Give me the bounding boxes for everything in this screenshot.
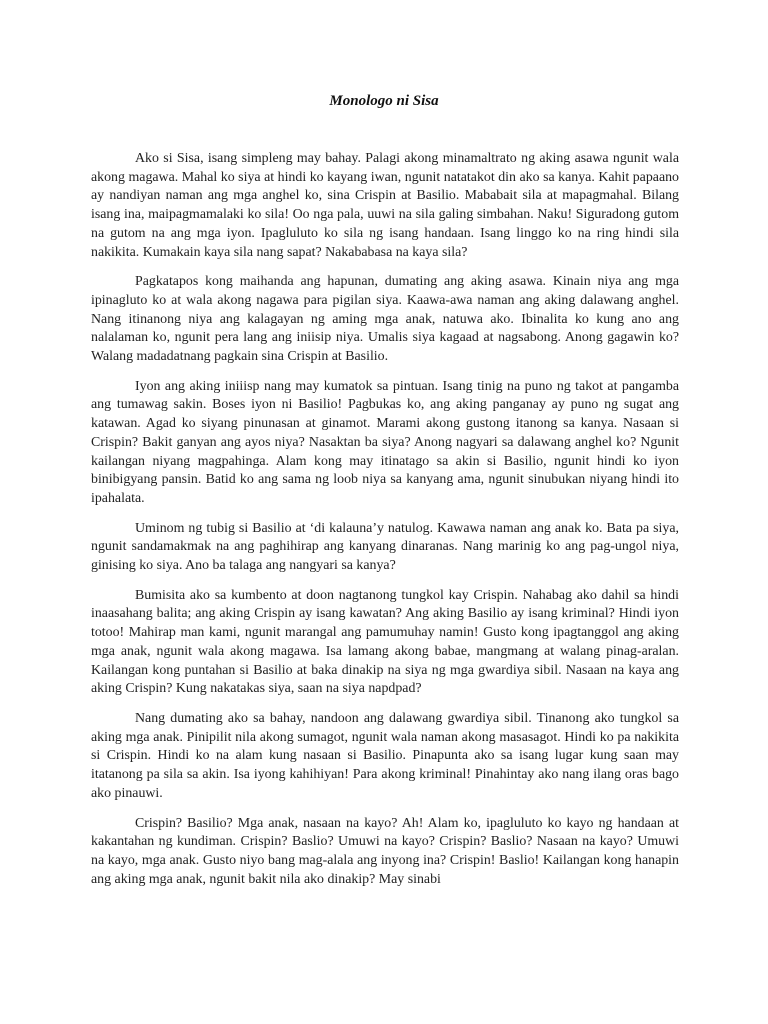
document-body: [91, 150, 679, 900]
document-title: Monologo ni Sisa: [329, 93, 439, 109]
paragraph-6: Nang dumating ako sa bahay, nandoon ang dalawang gwardiya sibil. Tinanong ako tungkol sa aking mga anak. Pinipilit nila akong sumagot, ngunit wala naman akong masasagot. Hindi ko pa nakikita si Crispin. Hindi ko na alam kung nasaan si Basilio. Pinapunta ako sa isang lugar kung saan may itatanong pa sila sa akin. Isa iyong kahihiyan! Para akong kriminal! Pinahintay ako nang ilang oras bago ako pinauwi.: [91, 710, 679, 801]
paragraph-4: Uminom ng tubig si Basilio at ‘di kalauna’y natulog. Kawawa naman ang anak ko. Bata pa siya, ngunit sandamakmak na ang paghihirap ang kanyang dinaranas. Nang marinig ko ang pag-ungol niya, ginising ko siya. Ano ba talaga ang nangyari sa kanya?: [91, 520, 679, 574]
paragraph-5: Bumisita ako sa kumbento at doon nagtanong tungkol kay Crispin. Nahabag ako dahil sa hindi inaasahang balita; ang aking Crispin ay isang kawatan? Ang aking Basilio ay isang kriminal? Hindi iyon totoo! Mahirap man kami, ngunit marangal ang pamumuhay namin! Gusto kong ipagtanggol ang aking mga anak, ngunit wala akong magawa. Isa lamang akong babae, mangmang at walang pinag-aralan. Kailangan kong puntahan si Basilio at baka dinakip na siya ng mga gwardiya sibil. Nasaan na kaya ang aking Crispin? Kung nakatakas siya, saan na siya napdpad?: [91, 587, 679, 697]
paragraph-2: Pagkatapos kong maihanda ang hapunan, dumating ang aking asawa. Kinain niya ang mga ipinagluto ko at wala akong nagawa para pigilan siya. Kaawa-awa naman ang aking dalawang anghel. Nang itinanong niya ang kalagayan ng aming mga anak, natuwa ako. Ibinalita ko kung ano ang nalalaman ko, ngunit pera lang ang iniisip niya. Umalis siya kagaad at nagsabong. Anong gagawin ko? Walang madadatnang pagkain sina Crispin at Basilio.: [91, 274, 679, 365]
paragraph-7: Crispin? Basilio? Mga anak, nasaan na kayo? Ah! Alam ko, ipagluluto ko kayo ng handaan at kakantahan ng kundiman. Crispin? Baslio? Umuwi na kayo? Crispin? Baslio? Nasaan na kayo? Umuwi na kayo, mga anak. Gusto niyo bang mag-alala ang inyong ina? Crispin! Baslio! Kailangan kong hanapin ang aking mga anak, ngunit bakit nila ako dinakip? May sinabi: [91, 815, 679, 887]
paragraph-3: Iyon ang aking iniiisp nang may kumatok sa pintuan. Isang tinig na puno ng takot at pangamba ang tumawag sakin. Boses iyon ni Basilio! Pagbukas ko, ang aking panganay ay puno ng sugat ang katawan. Agad ko siyang pinunasan at ginamot. Marami akong gustong itanong sa kanya. Nasaan si Crispin? Bakit ganyan ang ayos niya? Nasaktan ba siya? Anong nagyari sa dalawang anghel ko? Ngunit kailangan niyang magpahinga. Alam kong may itinatago sa akin si Basilio, ngunit hindi ko iyon binibigyang pansin. Batid ko ang sama ng loob niya sa kanyang ama, ngunit sinubukan niyang hindi ito ipahalata.: [91, 378, 679, 506]
paragraph-1: Ako si Sisa, isang simpleng may bahay. Palagi akong minamaltrato ng aking asawa ngunit wala akong magawa. Mahal ko siya at hindi ko kayang iwan, ngunit natatakot din ako sa kanya. Kahit papaano ay nandiyan naman ang mga anghel ko, sina Crispin at Basilio. Mababait sila at mapagmahal. Bilang isang ina, maipagmamalaki ko sila! Oo nga pala, uuwi na sila galing simbahan. Naku! Siguradong gutom na gutom na ang mga iyon. Ipagluluto ko sila ng isang handaan. Isang linggo ko na ring hindi sila nakikita. Kumakain kaya sila nang sapat? Nakababasa na kaya sila?: [91, 151, 679, 260]
